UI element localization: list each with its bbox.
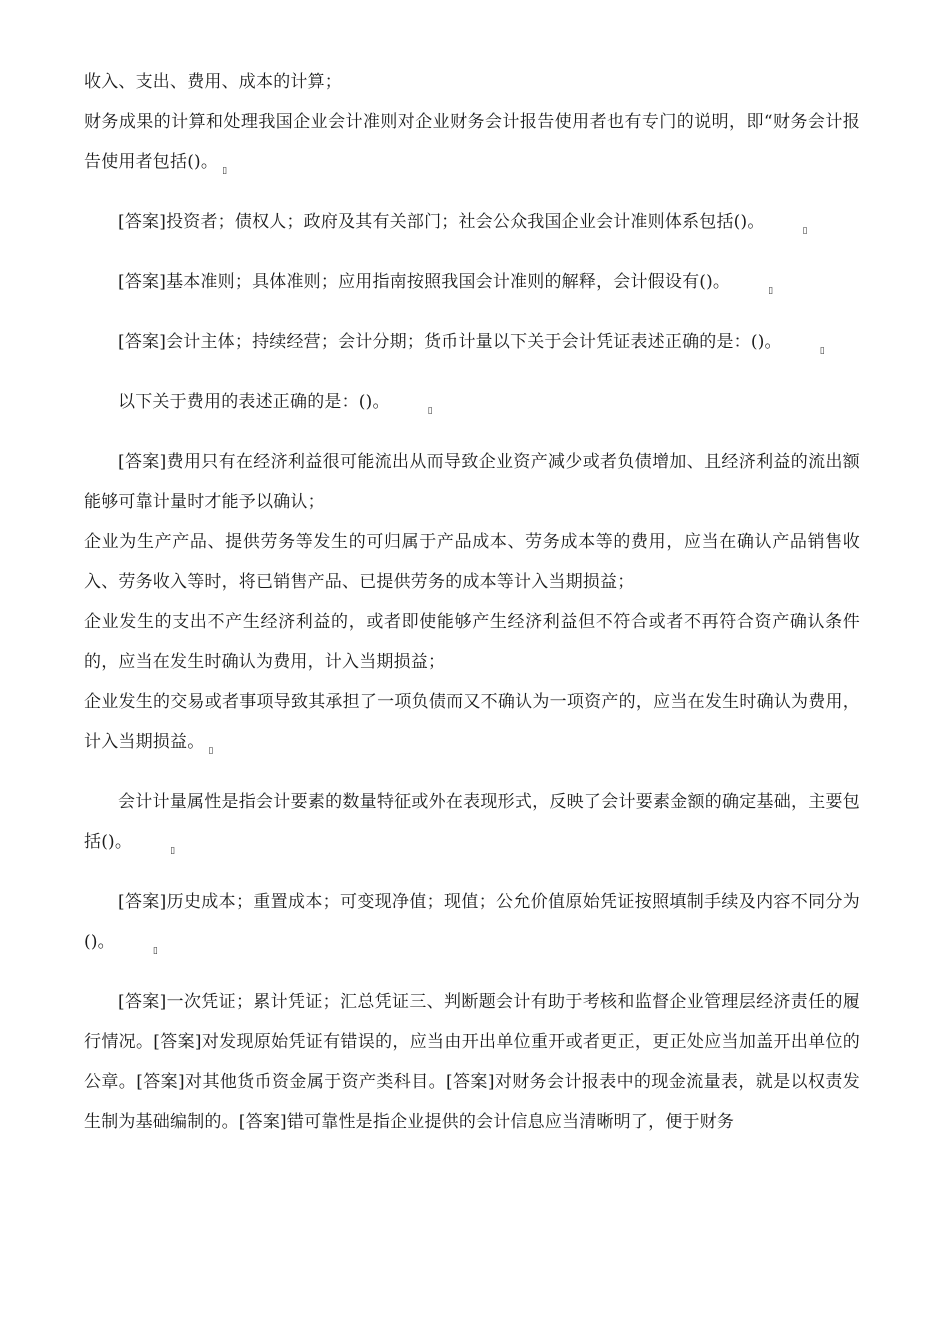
- placeholder-box-icon: ▯: [222, 166, 228, 176]
- paragraph-text: 以下关于费用的表述正确的是：()。: [118, 392, 390, 412]
- placeholder-box-icon: ▯: [170, 846, 176, 856]
- paragraph-3: [84, 202, 860, 242]
- paragraph-9: [84, 602, 860, 682]
- paragraph-10: [84, 682, 860, 762]
- paragraph-8: [84, 522, 860, 602]
- paragraph-text: 会计计量属性是指会计要素的数量特征或外在表现形式，反映了会计要素金额的确定基础，主要包括()。: [84, 792, 860, 852]
- placeholder-box-icon: ▯: [208, 746, 214, 756]
- document-page: [84, 62, 860, 1142]
- placeholder-box-icon: ▯: [819, 346, 825, 356]
- paragraph-6: [84, 382, 860, 422]
- paragraph-12: [84, 882, 860, 962]
- paragraph-text: 企业为生产产品、提供劳务等发生的可归属于产品成本、劳务成本等的费用，应当在确认产品销售收入、劳务收入等时，将已销售产品、已提供劳务的成本等计入当期损益；: [84, 532, 860, 592]
- paragraph-4: [84, 262, 860, 302]
- placeholder-box-icon: ▯: [802, 226, 808, 236]
- placeholder-box-icon: ▯: [427, 406, 433, 416]
- paragraph-text: [答案]基本准则；具体准则；应用指南按照我国会计准则的解释，会计假设有()。: [118, 272, 731, 292]
- paragraph-text: 收入、支出、费用、成本的计算；: [84, 72, 342, 92]
- paragraph-text: [答案]一次凭证；累计凭证；汇总凭证三、判断题会计有助于考核和监督企业管理层经济责任的履行情况。[答案]对发现原始凭证有错误的，应当由开出单位重开或者更正，更正处应当加盖开出单位的公章。[答案]对其他货币资金属于资产类科目。[答案]对财务会计报表中的现金流量表，就是以权责发生制为基础编制的。[答案]错可靠性是指企业提供的会计信息应当清晰明了，便于财务: [84, 992, 860, 1132]
- paragraph-13: [84, 982, 860, 1142]
- placeholder-box-icon: ▯: [768, 286, 774, 296]
- paragraph-7: [84, 442, 860, 522]
- placeholder-box-icon: ▯: [152, 946, 159, 956]
- paragraph-text: [答案]费用只有在经济利益很可能流出从而导致企业资产减少或者负债增加、且经济利益的流出额能够可靠计量时才能予以确认；: [84, 452, 860, 512]
- paragraph-text: [答案]投资者；债权人；政府及其有关部门；社会公众我国企业会计准则体系包括()。: [118, 212, 765, 232]
- paragraph-2: [84, 102, 860, 182]
- paragraph-11: [84, 782, 860, 862]
- paragraph-text: 企业发生的支出不产生经济利益的，或者即使能够产生经济利益但不符合或者不再符合资产确认条件的，应当在发生时确认为费用，计入当期损益；: [84, 612, 860, 672]
- paragraph-text: 财务成果的计算和处理我国企业会计准则对企业财务会计报告使用者也有专门的说明，即“财务会计报告使用者包括()。: [84, 112, 860, 172]
- paragraph-text: [答案]会计主体；持续经营；会计分期；货币计量以下关于会计凭证表述正确的是：()。: [118, 332, 782, 352]
- paragraph-text: 企业发生的交易或者事项导致其承担了一项负债而又不确认为一项资产的，应当在发生时确认为费用，计入当期损益。: [84, 692, 860, 752]
- paragraph-1: [84, 62, 860, 102]
- paragraph-text: [答案]历史成本；重置成本；可变现净值；现值；公允价值原始凭证按照填制手续及内容不同分为()。: [84, 892, 860, 952]
- paragraph-5: [84, 322, 860, 362]
